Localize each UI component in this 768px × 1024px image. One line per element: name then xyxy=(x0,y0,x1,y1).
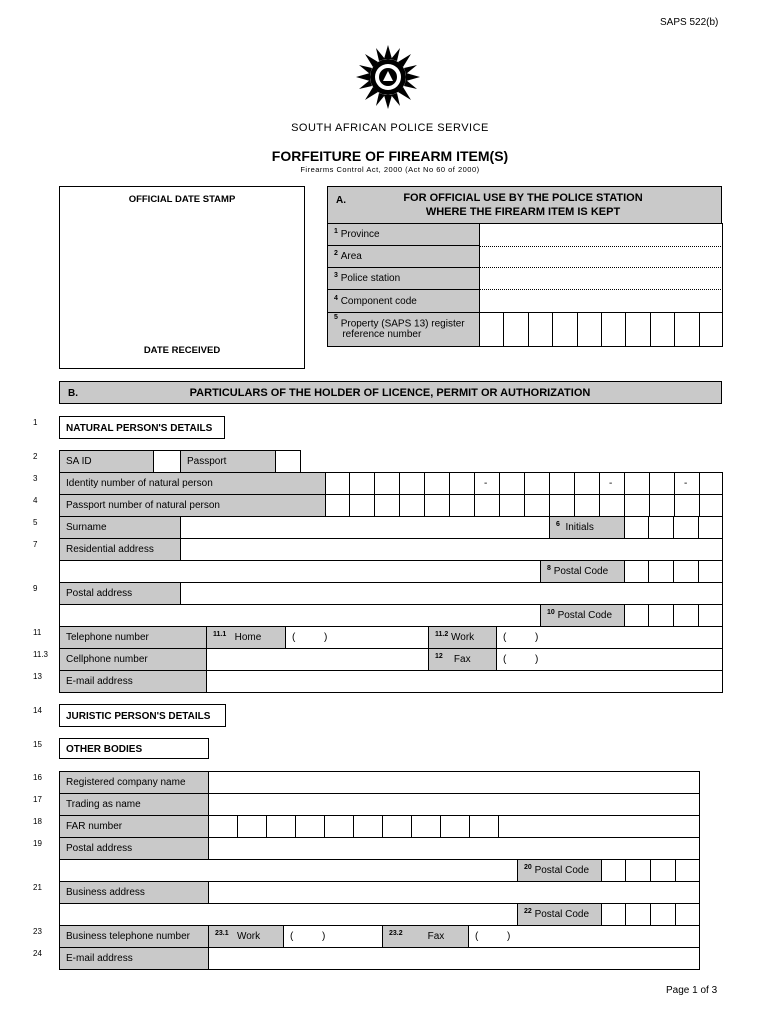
business-email-label: E-mail address xyxy=(59,947,209,970)
residential-address-field-1[interactable] xyxy=(180,538,723,561)
section-a-header xyxy=(327,186,722,224)
saps-emblem xyxy=(351,44,425,110)
section-b-header xyxy=(59,381,722,404)
business-fax-field[interactable]: ( ) xyxy=(468,925,700,948)
identity-number-boxes[interactable] xyxy=(325,472,723,495)
business-work-field[interactable]: ( ) xyxy=(283,925,383,948)
postal-code-boxes-22[interactable] xyxy=(601,903,700,926)
id-dash-2: - xyxy=(609,478,613,489)
business-work-label: $^{23.1}$ Work xyxy=(208,925,284,948)
police-station-field[interactable] xyxy=(480,267,723,290)
id-dash-1: - xyxy=(484,478,488,489)
natural-person-heading: NATURAL PERSON'S DETAILS xyxy=(59,416,225,439)
page-subtitle: Firearms Control Act, 2000 (Act No 60 of 2000) xyxy=(300,165,480,174)
surname-label: Surname xyxy=(59,516,181,539)
juristic-person-heading: JURISTIC PERSON'S DETAILS xyxy=(59,704,226,727)
business-fax-label: $^{23.2}$ Fax xyxy=(382,925,469,948)
row-number: 19 xyxy=(33,839,42,848)
row-number: 23 xyxy=(33,927,42,936)
home-phone-field[interactable]: ( ) xyxy=(285,626,429,649)
work-label: $^{11.2}$ Work xyxy=(428,626,497,649)
work-phone-field[interactable]: ( ) xyxy=(496,626,723,649)
fax-label: $^{12}$ Fax xyxy=(428,648,497,671)
register-ref-label: $^5$ Property (SAPS 13) register reference number xyxy=(327,312,480,347)
registered-company-field[interactable] xyxy=(208,771,700,794)
agency-name: SOUTH AFRICAN POLICE SERVICE xyxy=(291,122,489,134)
email-field[interactable] xyxy=(206,670,723,693)
business-address-field-1[interactable] xyxy=(208,881,700,904)
row-number: 16 xyxy=(33,773,42,782)
business-email-field[interactable] xyxy=(208,947,700,970)
postal-code-label-22: $^{22}$ Postal Code xyxy=(517,903,602,926)
province-label: $^1$ Province xyxy=(327,223,480,246)
id-dash-3: - xyxy=(684,478,688,489)
row-number: 4 xyxy=(33,496,38,505)
section-a-title-2: WHERE THE FIREARM ITEM IS KEPT xyxy=(425,206,621,218)
initials-boxes[interactable] xyxy=(624,516,723,539)
other-postal-address-field-1[interactable] xyxy=(208,837,700,860)
row-number: 2 xyxy=(33,452,38,461)
row-number: 18 xyxy=(33,817,42,826)
far-number-label: FAR number xyxy=(59,815,209,838)
home-label: $^{11.1}$ Home xyxy=(206,626,286,649)
row-number: 14 xyxy=(33,706,42,715)
row-number: 11 xyxy=(33,628,42,637)
stamp-label: OFFICIAL DATE STAMP xyxy=(128,194,236,205)
telephone-label: Telephone number xyxy=(59,626,207,649)
row-number: 11.3 xyxy=(33,650,48,659)
form-code: SAPS 522(b) xyxy=(660,17,719,28)
far-number-boxes[interactable] xyxy=(208,815,700,838)
sa-id-label: SA ID xyxy=(59,450,154,473)
component-code-label: $^4$ Component code xyxy=(327,289,480,313)
row-number: 17 xyxy=(33,795,42,804)
postal-address-field-2[interactable] xyxy=(59,604,541,627)
other-postal-address-field-2[interactable] xyxy=(59,859,518,882)
section-a-title-1: FOR OFFICIAL USE BY THE POLICE STATION xyxy=(403,192,643,204)
page-number: Page 1 of 3 xyxy=(666,985,718,996)
row-number: 1 xyxy=(33,418,38,427)
row-number: 3 xyxy=(33,474,38,483)
business-address-field-2[interactable] xyxy=(59,903,518,926)
row-number: 5 xyxy=(33,518,38,527)
area-field[interactable] xyxy=(480,245,723,268)
passport-checkbox[interactable] xyxy=(275,450,301,473)
date-received-label: DATE RECEIVED xyxy=(143,345,221,356)
surname-field[interactable] xyxy=(180,516,550,539)
postal-address-label: Postal address xyxy=(59,582,181,605)
page-title: FORFEITURE OF FIREARM ITEM(S) xyxy=(271,148,509,164)
passport-number-label: Passport number of natural person xyxy=(59,494,326,517)
identity-number-label: Identity number of natural person xyxy=(59,472,326,495)
section-b-title: PARTICULARS OF THE HOLDER OF LICENCE, PERMIT OR AUTHORIZATION xyxy=(189,387,591,399)
postal-code-boxes-10[interactable] xyxy=(624,604,723,627)
row-number: 21 xyxy=(33,883,42,892)
other-postal-address-label: Postal address xyxy=(59,837,209,860)
row-number: 24 xyxy=(33,949,42,958)
business-address-label: Business address xyxy=(59,881,209,904)
initials-label: $^6$ Initials xyxy=(549,516,625,539)
cellphone-field[interactable] xyxy=(206,648,429,671)
row-number: 15 xyxy=(33,740,42,749)
area-label: $^2$ Area xyxy=(327,245,480,268)
date-stamp-box xyxy=(59,186,305,369)
trading-as-label: Trading as name xyxy=(59,793,209,816)
residential-address-field-2[interactable] xyxy=(59,560,541,583)
section-b-letter: B. xyxy=(68,388,78,399)
passport-label: Passport xyxy=(180,450,276,473)
row-number: 7 xyxy=(33,540,38,549)
section-a-letter: A. xyxy=(336,195,346,206)
business-telephone-label: Business telephone number xyxy=(59,925,209,948)
email-label: E-mail address xyxy=(59,670,207,693)
residential-address-label: Residential address xyxy=(59,538,181,561)
sa-id-checkbox[interactable] xyxy=(153,450,181,473)
postal-code-boxes-8[interactable] xyxy=(624,560,723,583)
passport-number-boxes[interactable] xyxy=(325,494,723,517)
fax-field[interactable]: ( ) xyxy=(496,648,723,671)
postal-code-boxes-20[interactable] xyxy=(601,859,700,882)
province-field[interactable] xyxy=(480,223,723,247)
police-station-label: $^3$ Police station xyxy=(327,267,480,290)
trading-as-field[interactable] xyxy=(208,793,700,816)
postal-code-label-20: $^{20}$ Postal Code xyxy=(517,859,602,882)
register-ref-boxes[interactable] xyxy=(479,312,723,347)
row-number: 9 xyxy=(33,584,38,593)
row-number: 13 xyxy=(33,672,42,681)
postal-address-field-1[interactable] xyxy=(180,582,723,605)
component-code-field[interactable] xyxy=(480,289,723,314)
cellphone-label: Cellphone number xyxy=(59,648,207,671)
registered-company-label: Registered company name xyxy=(59,771,209,794)
postal-code-label-10: $^{10}$ Postal Code xyxy=(540,604,625,627)
postal-code-label-8: $^8$ Postal Code xyxy=(540,560,625,583)
other-bodies-heading: OTHER BODIES xyxy=(59,738,209,759)
